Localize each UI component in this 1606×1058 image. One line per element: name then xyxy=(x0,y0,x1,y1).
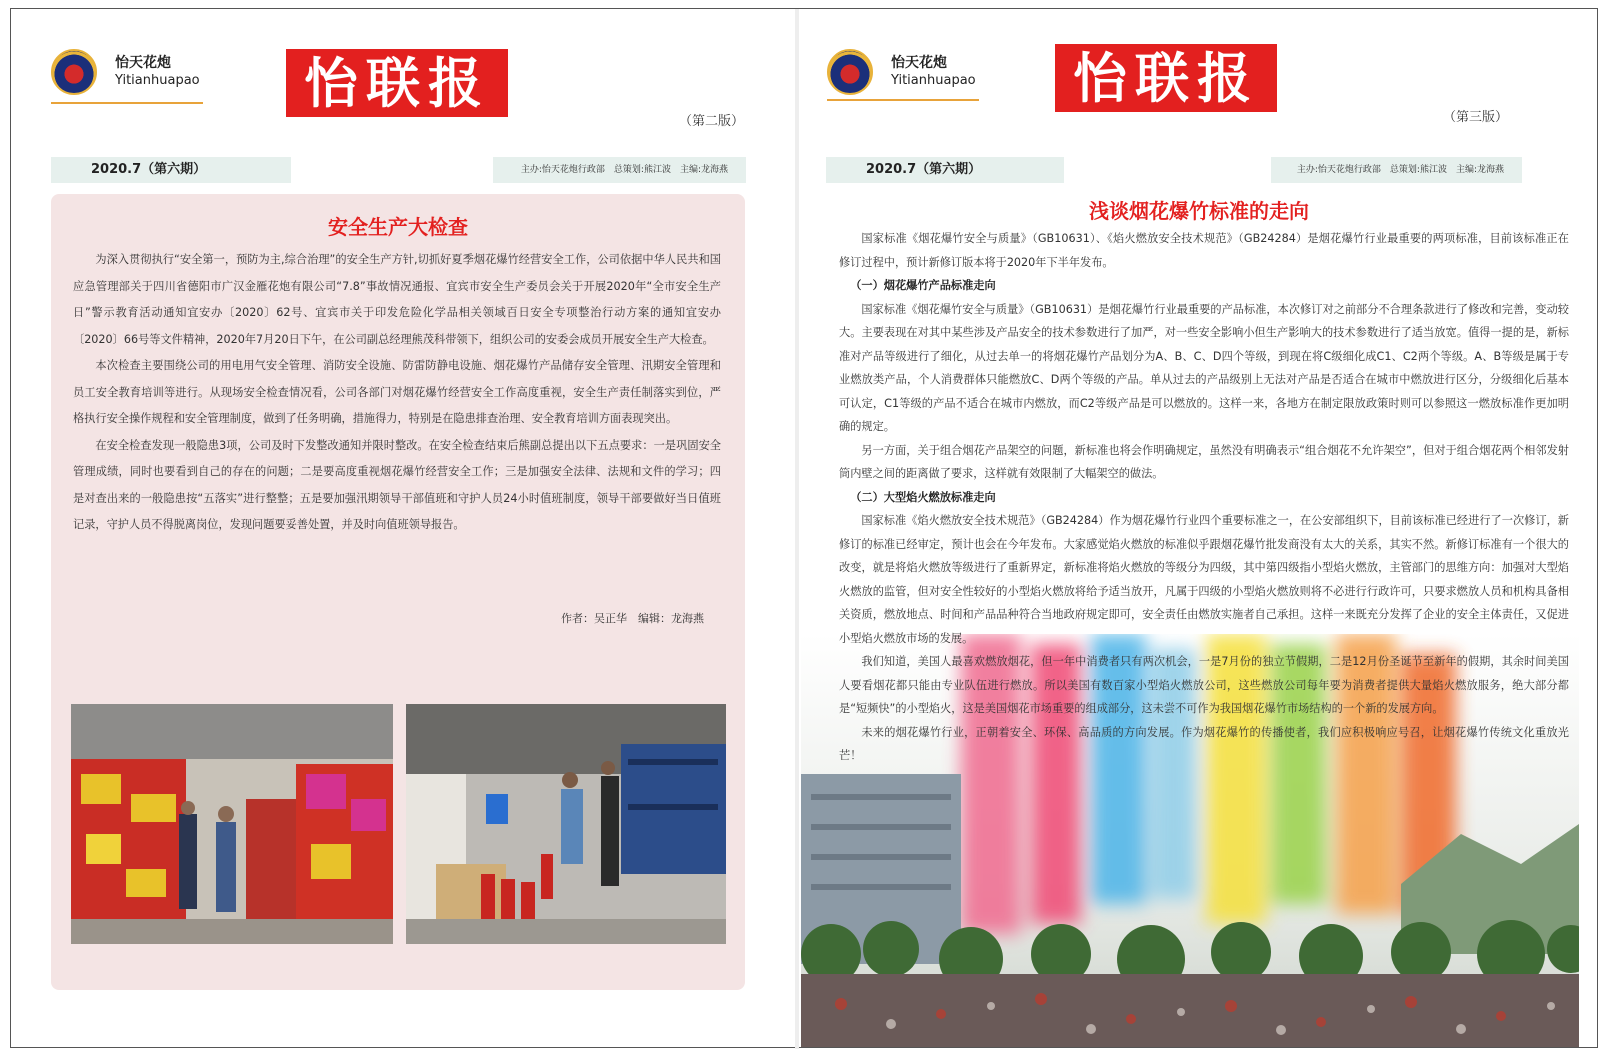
company-emblem-icon xyxy=(51,49,97,95)
section-heading: （二）大型焰火燃放标准走向 xyxy=(850,490,996,504)
edition-label: （第二版） xyxy=(679,114,745,129)
masthead-credits: 主办:怡天花炮行政部 总策划:熊江波 主编:龙海燕 xyxy=(493,157,746,183)
issue-date: 2020.7（第六期） xyxy=(51,157,291,183)
article-paragraph: 为深入贯彻执行“安全第一，预防为主,综合治理”的安全生产方针,切抓好夏季烟花爆竹经营安全工作，公司依据中华人民共和国应急管理部关于四川省德阳市广汉金雁花炮有限公司“7.8”事故情况通报、宜宾市安全生产委员会关于开展2020年“全市安全生产日”警示教育活动通知宜安办〔2020〕62号、宜宾市关于印发危险化学品相关领域百日安全专项整治行动方案的通知宜安办〔2020〕66号等文件精神，2020年7月20日下午，在公司副总经理熊茂科带领下，组织公司的安委会成员开展安全生产大检查。 xyxy=(73,253,721,346)
company-emblem-icon xyxy=(827,49,873,95)
masthead: 怡联报 xyxy=(1055,44,1277,112)
article-paragraph: 我们知道，美国人最喜欢燃放烟花，但一年中消费者只有两次机会，一是7月份的独立节假期，二是12月份圣诞节至新年的假期，其余时间美国人要看烟花都只能由专业队伍进行燃放。所以美国有数百家小型焰火燃放公司，这些燃放公司每年要为消费者提供大量焰火燃放服务，绝大部分都是“短频快”的小型焰火，这是美国烟花市场重要的组成部分，这未尝不可作为我国烟花爆竹市场结构的一个新的发展方向。 xyxy=(839,655,1569,715)
issue-date: 2020.7（第六期） xyxy=(826,157,1064,183)
article-paragraph: 未来的烟花爆竹行业，正朝着安全、环保、高品质的方向发展。作为烟花爆竹的传播使者，我们应积极响应号召，让烟花爆竹传统文化重放光芒！ xyxy=(839,725,1569,762)
article-title: 安全生产大检查 xyxy=(328,215,468,239)
company-logo xyxy=(51,49,200,95)
article-paragraph: 另一方面，关于组合烟花产品架空的问题，新标准也将会作明确规定，虽然没有明确表示“组合烟花不允许架空”，但对于组合烟花两个相邻发射筒内壁之间的距离做了要求，这样就有效限制了大幅架空的做法。 xyxy=(839,443,1569,480)
article-paragraph: 本次检查主要围绕公司的用电用气安全管理、消防安全设施、防雷防静电设施、烟花爆竹产品储存安全管理、汛期安全管理和员工安全教育培训等进行。从现场安全检查情况看，公司各部门对烟花爆竹经营安全工作高度重视，安全生产责任制落实到位，严格执行安全操作规程和安全管理制度，做到了任务明确，措施得力，特别是在隐患排查治理、安全教育培训方面表现突出。 xyxy=(73,359,721,425)
edition-label: （第三版） xyxy=(1443,110,1509,125)
logo-chinese-name: 怡天花炮 xyxy=(115,55,171,71)
fire-extinguisher-inspection-photo xyxy=(406,704,726,944)
section-heading: （一）烟花爆竹产品标准走向 xyxy=(850,279,996,292)
article-paragraph: 国家标准《烟花爆竹安全与质量》（GB10631）、《焰火燃放安全技术规范》（GB24284）是烟花爆竹行业最重要的两项标准，目前该标准正在修订过程中，预计新修订版本将于2020年下半年发布。 xyxy=(839,232,1569,269)
article-paragraph: 国家标准《烟花爆竹安全与质量》（GB10631）是烟花爆竹行业最重要的产品标准，本次修订对之前部分不合理条款进行了修改和完善，变动较大。主要表现在对其中某些涉及产品安全的技术参数进行了加严，对一些安全影响小但生产影响大的技术参数进行了适当放宽。值得一提的是，新标准对产品等级进行了细化，从过去单一的将烟花爆竹产品划分为A、B、C、D四个等级，到现在将C级细化成C1、C2两个等级。A、B等级是属于专业燃放类产品，个人消费群体只能燃放C、D两个等级的产品。单从过去的产品级别上无法对产品是否适合在城市中燃放进行区分，分级细化后基本可认定，C1等级的产品不适合在城市内燃放，而C2等级产品是可以燃放的。这样一来，各地方在制定限放政策时则可以参照这一燃放标准作更加明确的规定。 xyxy=(839,302,1569,433)
warehouse-inspection-photo xyxy=(71,704,393,944)
article-paragraph: 在安全检查发现一般隐患3项，公司及时下发整改通知并限时整改。在安全检查结束后熊副总提出以下五点要求：一是巩固安全管理成绩，同时也要看到自己的存在的问题；二是要高度重视烟花爆竹经营安全工作；三是加强安全法律、法规和文件的学习；四是对查出来的一般隐患按“五落实”进行整整；五是要加强汛期领导干部值班和守护人员24小时值班制度，领导干部要做好当日值班记录，守护人员不得脱离岗位，发现问题要妥善处置，并及时向值班领导报告。 xyxy=(73,438,721,531)
masthead-credits: 主办:怡天花炮行政部 总策划:熊江波 主编:龙海燕 xyxy=(1271,157,1522,183)
article-body xyxy=(839,227,1569,768)
article-title: 浅谈烟花爆竹标准的走向 xyxy=(1089,199,1309,223)
logo-chinese-name: 怡天花炮 xyxy=(891,55,947,71)
logo-underline xyxy=(51,102,203,104)
company-logo xyxy=(827,49,976,95)
page-two xyxy=(11,9,801,1049)
page-gutter xyxy=(795,9,799,1049)
newspaper-spread xyxy=(10,8,1598,1048)
article-paragraph: 国家标准《焰火燃放安全技术规范》（GB24284）作为烟花爆竹行业四个重要标准之一，在公安部组织下，目前该标准已经进行了一次修订，新修订的标准已经审定，预计也会在今年发布。大家感觉焰火燃放的标准似乎跟烟花爆竹批发商没有太大的关系，其实不然。新修订标准有一个很大的改变，就是将焰火燃放等级进行了重新界定，新标准将焰火燃放的等级分为四级，其中第四级指小型焰火燃放，主管部门的思维方向：加强对大型焰火燃放的监管，但对安全性较好的小型焰火燃放将给予适当放开，凡属于四级的小型焰火燃放则将不必进行行政许可，只要求燃放人员和机构具备相关资质，燃放地点、时间和产品品种符合当地政府规定即可，安全责任由燃放实施者自己承担。这样一来既充分发挥了企业的安全主体责任，又促进小型焰火燃放市场的发展。 xyxy=(839,514,1569,645)
logo-english-name: Yitianhuapao xyxy=(891,73,976,88)
logo-underline xyxy=(827,99,979,101)
article-author: 作者：吴正华 编辑：龙海燕 xyxy=(561,612,704,625)
masthead: 怡联报 xyxy=(286,49,508,117)
article-body xyxy=(73,247,721,539)
logo-english-name: Yitianhuapao xyxy=(115,73,200,88)
page-three xyxy=(801,9,1597,1049)
